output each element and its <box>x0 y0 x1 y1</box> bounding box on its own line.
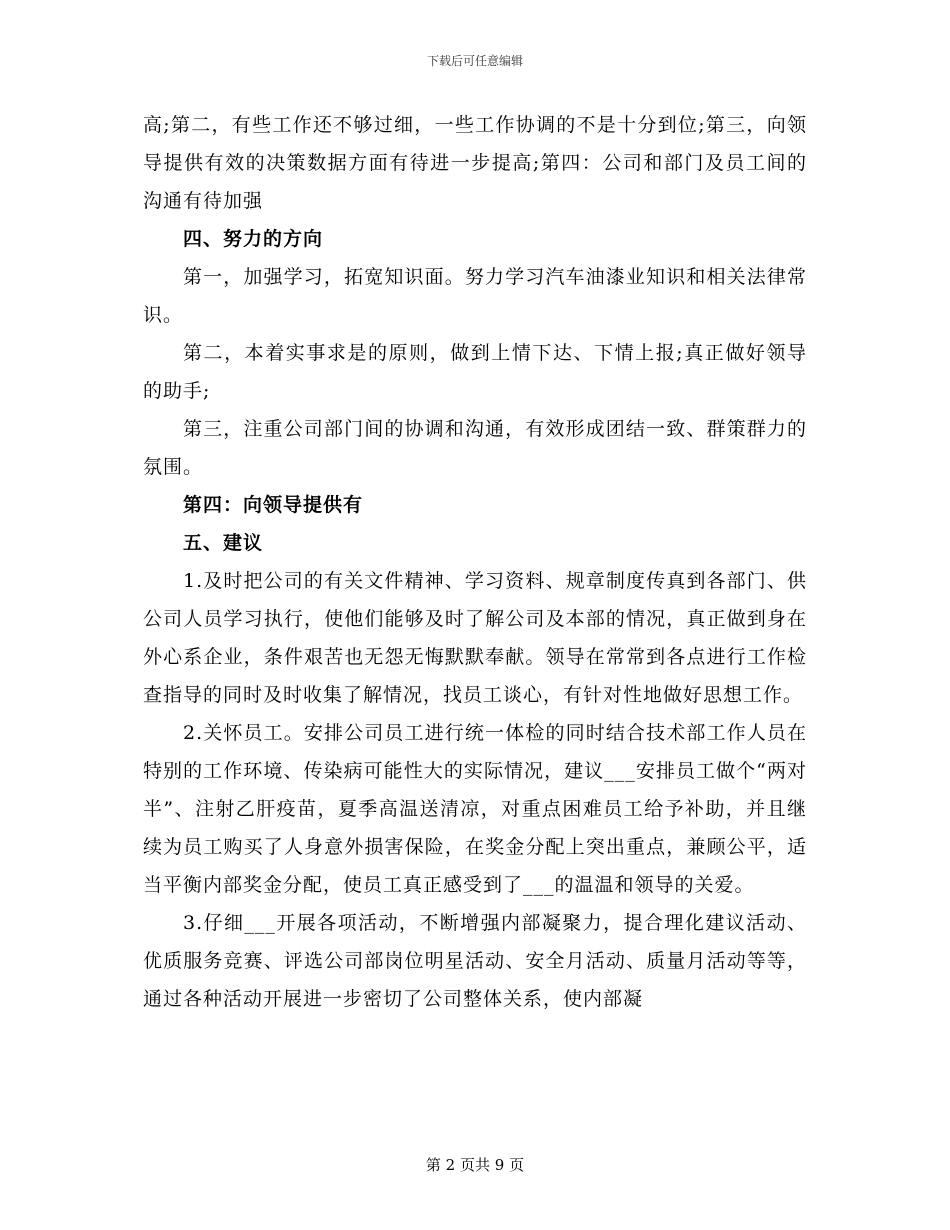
page-number: 第 2 页共 9 页 <box>425 1156 525 1174</box>
paragraph-direction-1: 第一，加强学习，拓宽知识面。努力学习汽车油漆业知识和相关法律常识。 <box>143 266 807 326</box>
section-heading-fourth: 第四：向领导提供有 <box>183 494 364 516</box>
paragraph-direction-2: 第二，本着实事求是的原则，做到上情下达、下情上报;真正做好领导的助手; <box>143 342 807 402</box>
paragraph-suggestion-2: 2.关怀员工。安排公司员工进行统一体检的同时结合技术部工作人员在特别的工作环境、传染病可能性大的实际情况，建议___安排员工做个“两对半”、注射乙肝疫苗，夏季高温送清凉，对重点困难员工给予补助，并且继续为员工购买了人身意外损害保险，在奖金分配上突出重点，兼顾公平，适当平衡内部奖金分配，使员工真正感受到了___的温温和领导的关爱。 <box>143 722 807 896</box>
paragraph-intro: 高;第二，有些工作还不够过细，一些工作协调的不是十分到位;第三，向领导提供有效的决策数据方面有待进一步提高;第四：公司和部门及员工间的沟通有待加强 <box>143 114 807 212</box>
paragraph-direction-3: 第三，注重公司部门间的协调和沟通，有效形成团结一致、群策群力的氛围。 <box>143 418 807 478</box>
document-body <box>143 106 807 1018</box>
page-header: 下载后可任意编辑 <box>426 54 523 68</box>
paragraph-suggestion-3: 3.仔细___开展各项活动，不断增强内部凝聚力，提合理化建议活动、优质服务竞赛、评选公司部岗位明星活动、安全月活动、质量月活动等等，通过各种活动开展进一步密切了公司整体关系，使内部凝 <box>143 912 807 1010</box>
paragraph-suggestion-1: 1.及时把公司的有关文件精神、学习资料、规章制度传真到各部门、供公司人员学习执行，使他们能够及时了解公司及本部的情况，真正做到身在外心系企业，条件艰苦也无怨无悔默默奉献。领导在常常到各点进行工作检查指导的同时及时收集了解情况，找员工谈心，有针对性地做好思想工作。 <box>143 570 807 706</box>
section-heading-direction: 四、努力的方向 <box>183 228 324 250</box>
section-heading-suggestions: 五、建议 <box>183 532 264 554</box>
